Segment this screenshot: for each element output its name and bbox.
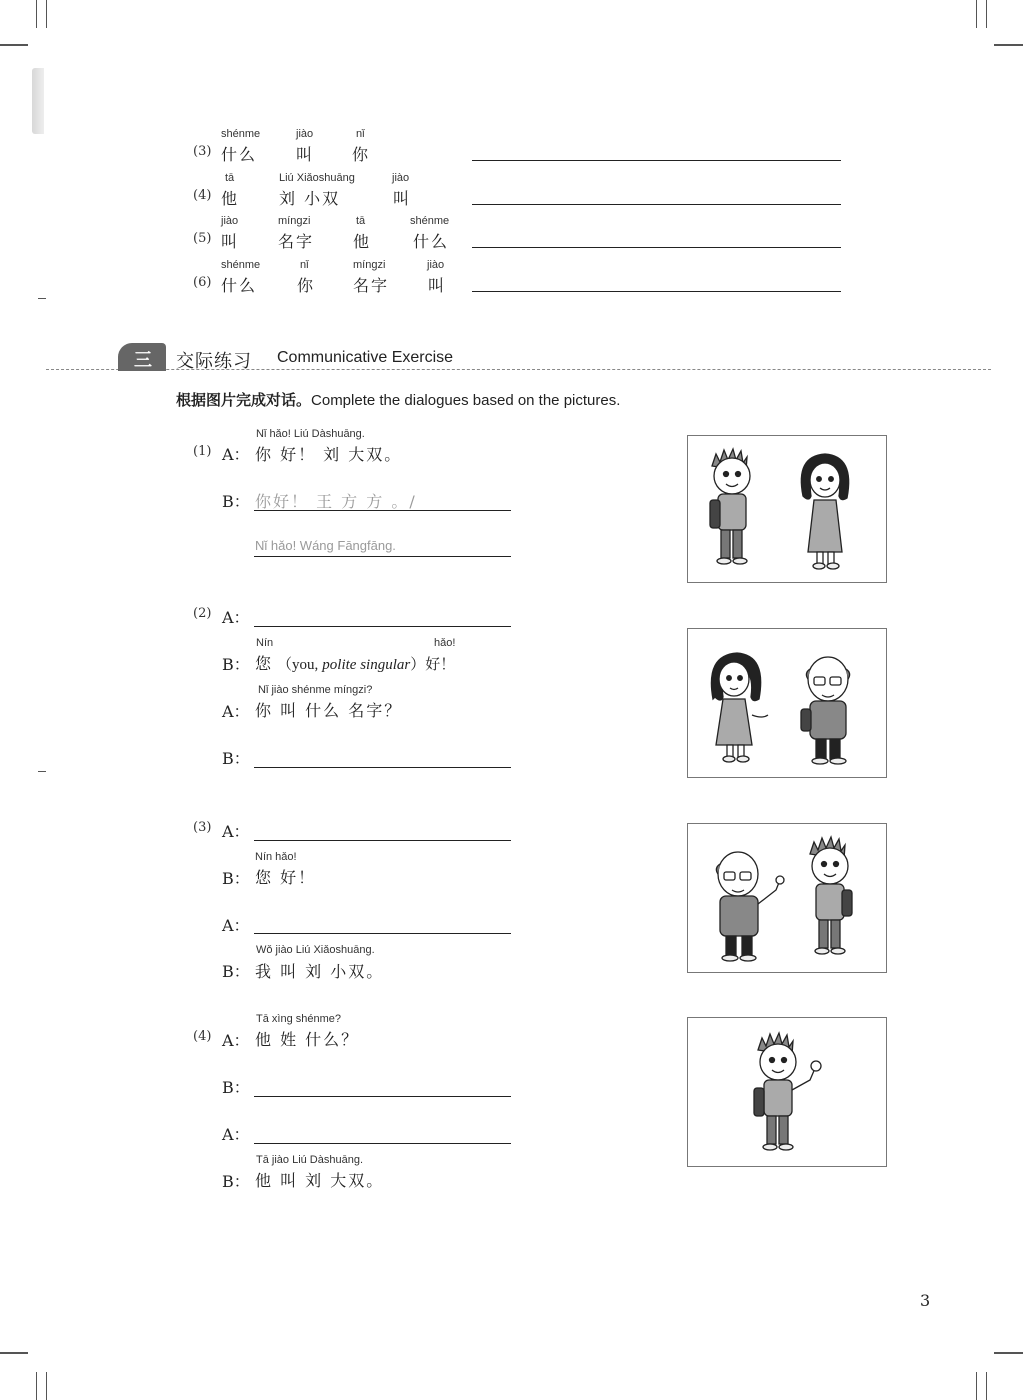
- gloss-close: ）好！: [410, 655, 456, 673]
- pinyin: shénme: [410, 215, 450, 227]
- crop-mark: [986, 0, 987, 28]
- boy-waving-illustration: [687, 1017, 887, 1167]
- speaker-label: B：: [222, 869, 250, 888]
- pinyin: míngzi: [278, 215, 311, 227]
- crop-mark: [0, 44, 28, 46]
- section-number: 三: [134, 350, 152, 371]
- pinyin: Liú Xiǎoshuāng: [279, 172, 355, 184]
- speaker-label: A：: [222, 445, 250, 464]
- chinese-word: 名字: [278, 232, 315, 251]
- dialogue-number: (2): [193, 606, 212, 621]
- dialogue-line: 你 好！ 刘 大双。: [255, 445, 403, 464]
- speaker-label: A：: [222, 822, 250, 841]
- instruction-cn: 根据图片完成对话。: [176, 392, 312, 409]
- answer-line[interactable]: [254, 767, 511, 768]
- pinyin: tā: [225, 172, 235, 184]
- old-man-and-boy-icon: [688, 824, 886, 972]
- chinese-word: 刘 小双: [279, 189, 341, 208]
- speaker-label: A：: [222, 1125, 250, 1144]
- chinese-word: 你: [297, 276, 316, 295]
- gloss-open: （you,: [277, 657, 319, 673]
- example-answer-pinyin: Nǐ hǎo! Wáng Fāngfāng.: [255, 538, 396, 553]
- answer-line[interactable]: [472, 247, 841, 248]
- answer-line[interactable]: [472, 160, 841, 161]
- margin-tick: [38, 298, 46, 299]
- pinyin: Nǐ jiào shénme míngzi?: [258, 684, 373, 696]
- page-edge-tab: [32, 68, 44, 134]
- crop-mark: [36, 0, 37, 28]
- girl-and-old-man-icon: [688, 629, 886, 777]
- speaker-label: A：: [222, 702, 250, 721]
- old-man-and-boy-illustration: [687, 823, 887, 973]
- pinyin: Tā xìng shénme?: [256, 1013, 341, 1025]
- speaker-label: A：: [222, 608, 250, 627]
- page-number: 3: [920, 1291, 931, 1310]
- speaker-label: B：: [222, 749, 250, 768]
- chinese-word: 什么: [221, 276, 258, 295]
- crop-mark: [986, 1372, 987, 1400]
- speaker-label: A：: [222, 916, 250, 935]
- pinyin: jiào: [296, 128, 314, 140]
- answer-line[interactable]: [254, 556, 511, 557]
- dialogue-line: [255, 651, 455, 674]
- answer-line[interactable]: [472, 291, 841, 292]
- pinyin: shénme: [221, 128, 261, 140]
- answer-line[interactable]: [472, 204, 841, 205]
- pinyin: míngzi: [353, 259, 386, 271]
- dialogue-number: (1): [193, 444, 212, 459]
- pinyin: jiào: [392, 172, 410, 184]
- pinyin: hǎo!: [434, 637, 456, 649]
- speaker-label: B：: [222, 1172, 250, 1191]
- chinese-word: 叫: [221, 232, 240, 251]
- answer-line[interactable]: [254, 1143, 511, 1144]
- answer-line[interactable]: [254, 510, 511, 511]
- pinyin: Wǒ jiào Liú Xiǎoshuāng.: [256, 944, 375, 956]
- exercise-number: (5): [193, 231, 212, 246]
- section-title-en: Communicative Exercise: [277, 349, 454, 366]
- pinyin: shénme: [221, 259, 261, 271]
- pinyin: Nín hǎo!: [255, 851, 297, 863]
- chinese-word: 什么: [413, 232, 450, 251]
- pinyin: nǐ: [300, 259, 309, 271]
- dialogue-word: 您: [255, 654, 272, 673]
- gloss-italic: polite singular: [322, 657, 411, 673]
- crop-mark: [994, 44, 1023, 46]
- chinese-word: 他: [221, 189, 240, 208]
- dialogue-line: 您 好！: [255, 868, 317, 887]
- speaker-label: A：: [222, 1031, 250, 1050]
- instruction: [176, 389, 620, 410]
- dialogue-line: 你 叫 什么 名字？: [255, 701, 403, 720]
- boy-and-girl-illustration: [687, 435, 887, 583]
- answer-line[interactable]: [254, 840, 511, 841]
- crop-mark: [994, 1352, 1023, 1354]
- crop-mark: [976, 1372, 977, 1400]
- crop-mark: [36, 1372, 37, 1400]
- chinese-word: 什么: [221, 145, 258, 164]
- dialogue-number: (4): [193, 1029, 212, 1044]
- margin-tick: [38, 771, 46, 772]
- exercise-number: (6): [193, 275, 212, 290]
- speaker-label: B：: [222, 655, 250, 674]
- example-answer: 你好！ 王 方 方 。/: [255, 492, 417, 511]
- section-number-badge: [118, 343, 166, 371]
- speaker-label: B：: [222, 1078, 250, 1097]
- chinese-word: 叫: [296, 145, 315, 164]
- pinyin: Nǐ hǎo! Liú Dàshuāng.: [256, 428, 365, 440]
- girl-and-old-man-illustration: [687, 628, 887, 778]
- exercise-number: (3): [193, 144, 212, 159]
- instruction-en: Complete the dialogues based on the pictures.: [311, 392, 621, 409]
- chinese-word: 名字: [353, 276, 390, 295]
- section-title-cn: 交际练习: [176, 351, 252, 372]
- speaker-label: B：: [222, 962, 250, 981]
- dialogue-number: (3): [193, 820, 212, 835]
- answer-line[interactable]: [254, 1096, 511, 1097]
- dialogue-line: 他 姓 什么？: [255, 1030, 360, 1049]
- pinyin: Nín: [256, 637, 274, 649]
- chinese-word: 你: [352, 145, 371, 164]
- chinese-word: 叫: [393, 189, 412, 208]
- answer-line[interactable]: [254, 933, 511, 934]
- boy-and-girl-icon: [688, 436, 886, 582]
- dialogue-line: 我 叫 刘 小双。: [255, 962, 385, 981]
- pinyin: jiào: [427, 259, 445, 271]
- exercise-number: (4): [193, 188, 212, 203]
- crop-mark: [46, 0, 47, 28]
- pinyin: tā: [356, 215, 366, 227]
- chinese-word: 他: [353, 232, 372, 251]
- boy-waving-icon: [688, 1018, 886, 1166]
- pinyin: Tā jiào Liú Dàshuāng.: [256, 1154, 364, 1166]
- dialogue-line: 他 叫 刘 大双。: [255, 1171, 385, 1190]
- pinyin: nǐ: [356, 128, 365, 140]
- answer-line[interactable]: [254, 626, 511, 627]
- pinyin: jiào: [221, 215, 239, 227]
- crop-mark: [46, 1372, 47, 1400]
- crop-mark: [0, 1352, 28, 1354]
- speaker-label: B：: [222, 492, 250, 511]
- chinese-word: 叫: [428, 276, 447, 295]
- crop-mark: [976, 0, 977, 28]
